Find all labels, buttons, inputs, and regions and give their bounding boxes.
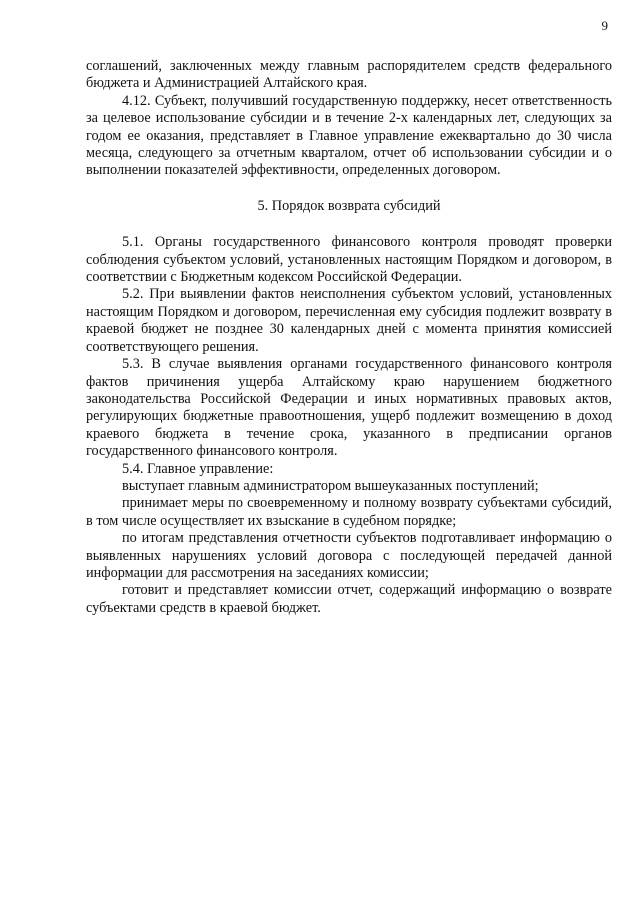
section-heading: 5. Порядок возврата субсидий — [257, 197, 441, 214]
paragraph-5-2: 5.2. При выявлении фактов неисполнения субъектом условий, установленных настоящим Порядком и договором, перечисленная ему субсидия подлежит возврату в краевой бюджет не позднее 30 календарных дней с момента принятия комиссией соответствующего решения. — [86, 286, 612, 355]
document-body — [86, 58, 612, 617]
page-number: 9 — [601, 18, 608, 33]
paragraph-5-4-item-3: по итогам представления отчетности субъектов подготавливает информацию о выявленных нарушениях условий договора с последующей передачей данной информации для рассмотрения на заседаниях комиссии; — [86, 530, 612, 581]
paragraph-5-4-item-2: принимает меры по своевременному и полному возврату субъектами субсидий, в том числе осуществляет их взыскание в судебном порядке; — [86, 495, 612, 529]
paragraph-5-1: 5.1. Органы государственного финансового контроля проводят проверки соблюдения субъектом условий, установленных настоящим Порядком и договором, в соответствии с Бюджетным кодексом Российской Федерации. — [86, 234, 612, 286]
paragraph-5-4: 5.4. Главное управление: — [122, 460, 274, 477]
paragraph-5-4-item-4: готовит и представляет комиссии отчет, содержащий информацию о возврате субъектами средств в краевой бюджет. — [86, 582, 612, 616]
paragraph-5-3: 5.3. В случае выявления органами государственного финансового контроля фактов причинения ущерба Алтайскому краю нарушением бюджетного законодательства Российской Федерации и иных нормативных правовых актов, регулирующих бюджетные правоотношения, ущерб подлежит возмещению в доход краевого бюджета в течение срока, указанного в предписании органов государственного финансового контроля. — [86, 356, 612, 460]
paragraph-4-12: 4.12. Субъект, получивший государственную поддержку, несет ответственность за целевое использование субсидии и в течение 2-х календарных лет, следующих за годом ее оказания, представляет в Главное управление ежеквартально до 30 числа месяца, следующего за отчетным кварталом, отчет об использовании субсидии и о выполнении показателей эффективности, определенных договором. — [86, 92, 612, 179]
paragraph-continuation: соглашений, заключенных между главным распорядителем средств федерального бюджета и Администрацией Алтайского края. — [86, 58, 612, 92]
paragraph-5-4-item-1: выступает главным администратором вышеуказанных поступлений; — [122, 477, 539, 494]
